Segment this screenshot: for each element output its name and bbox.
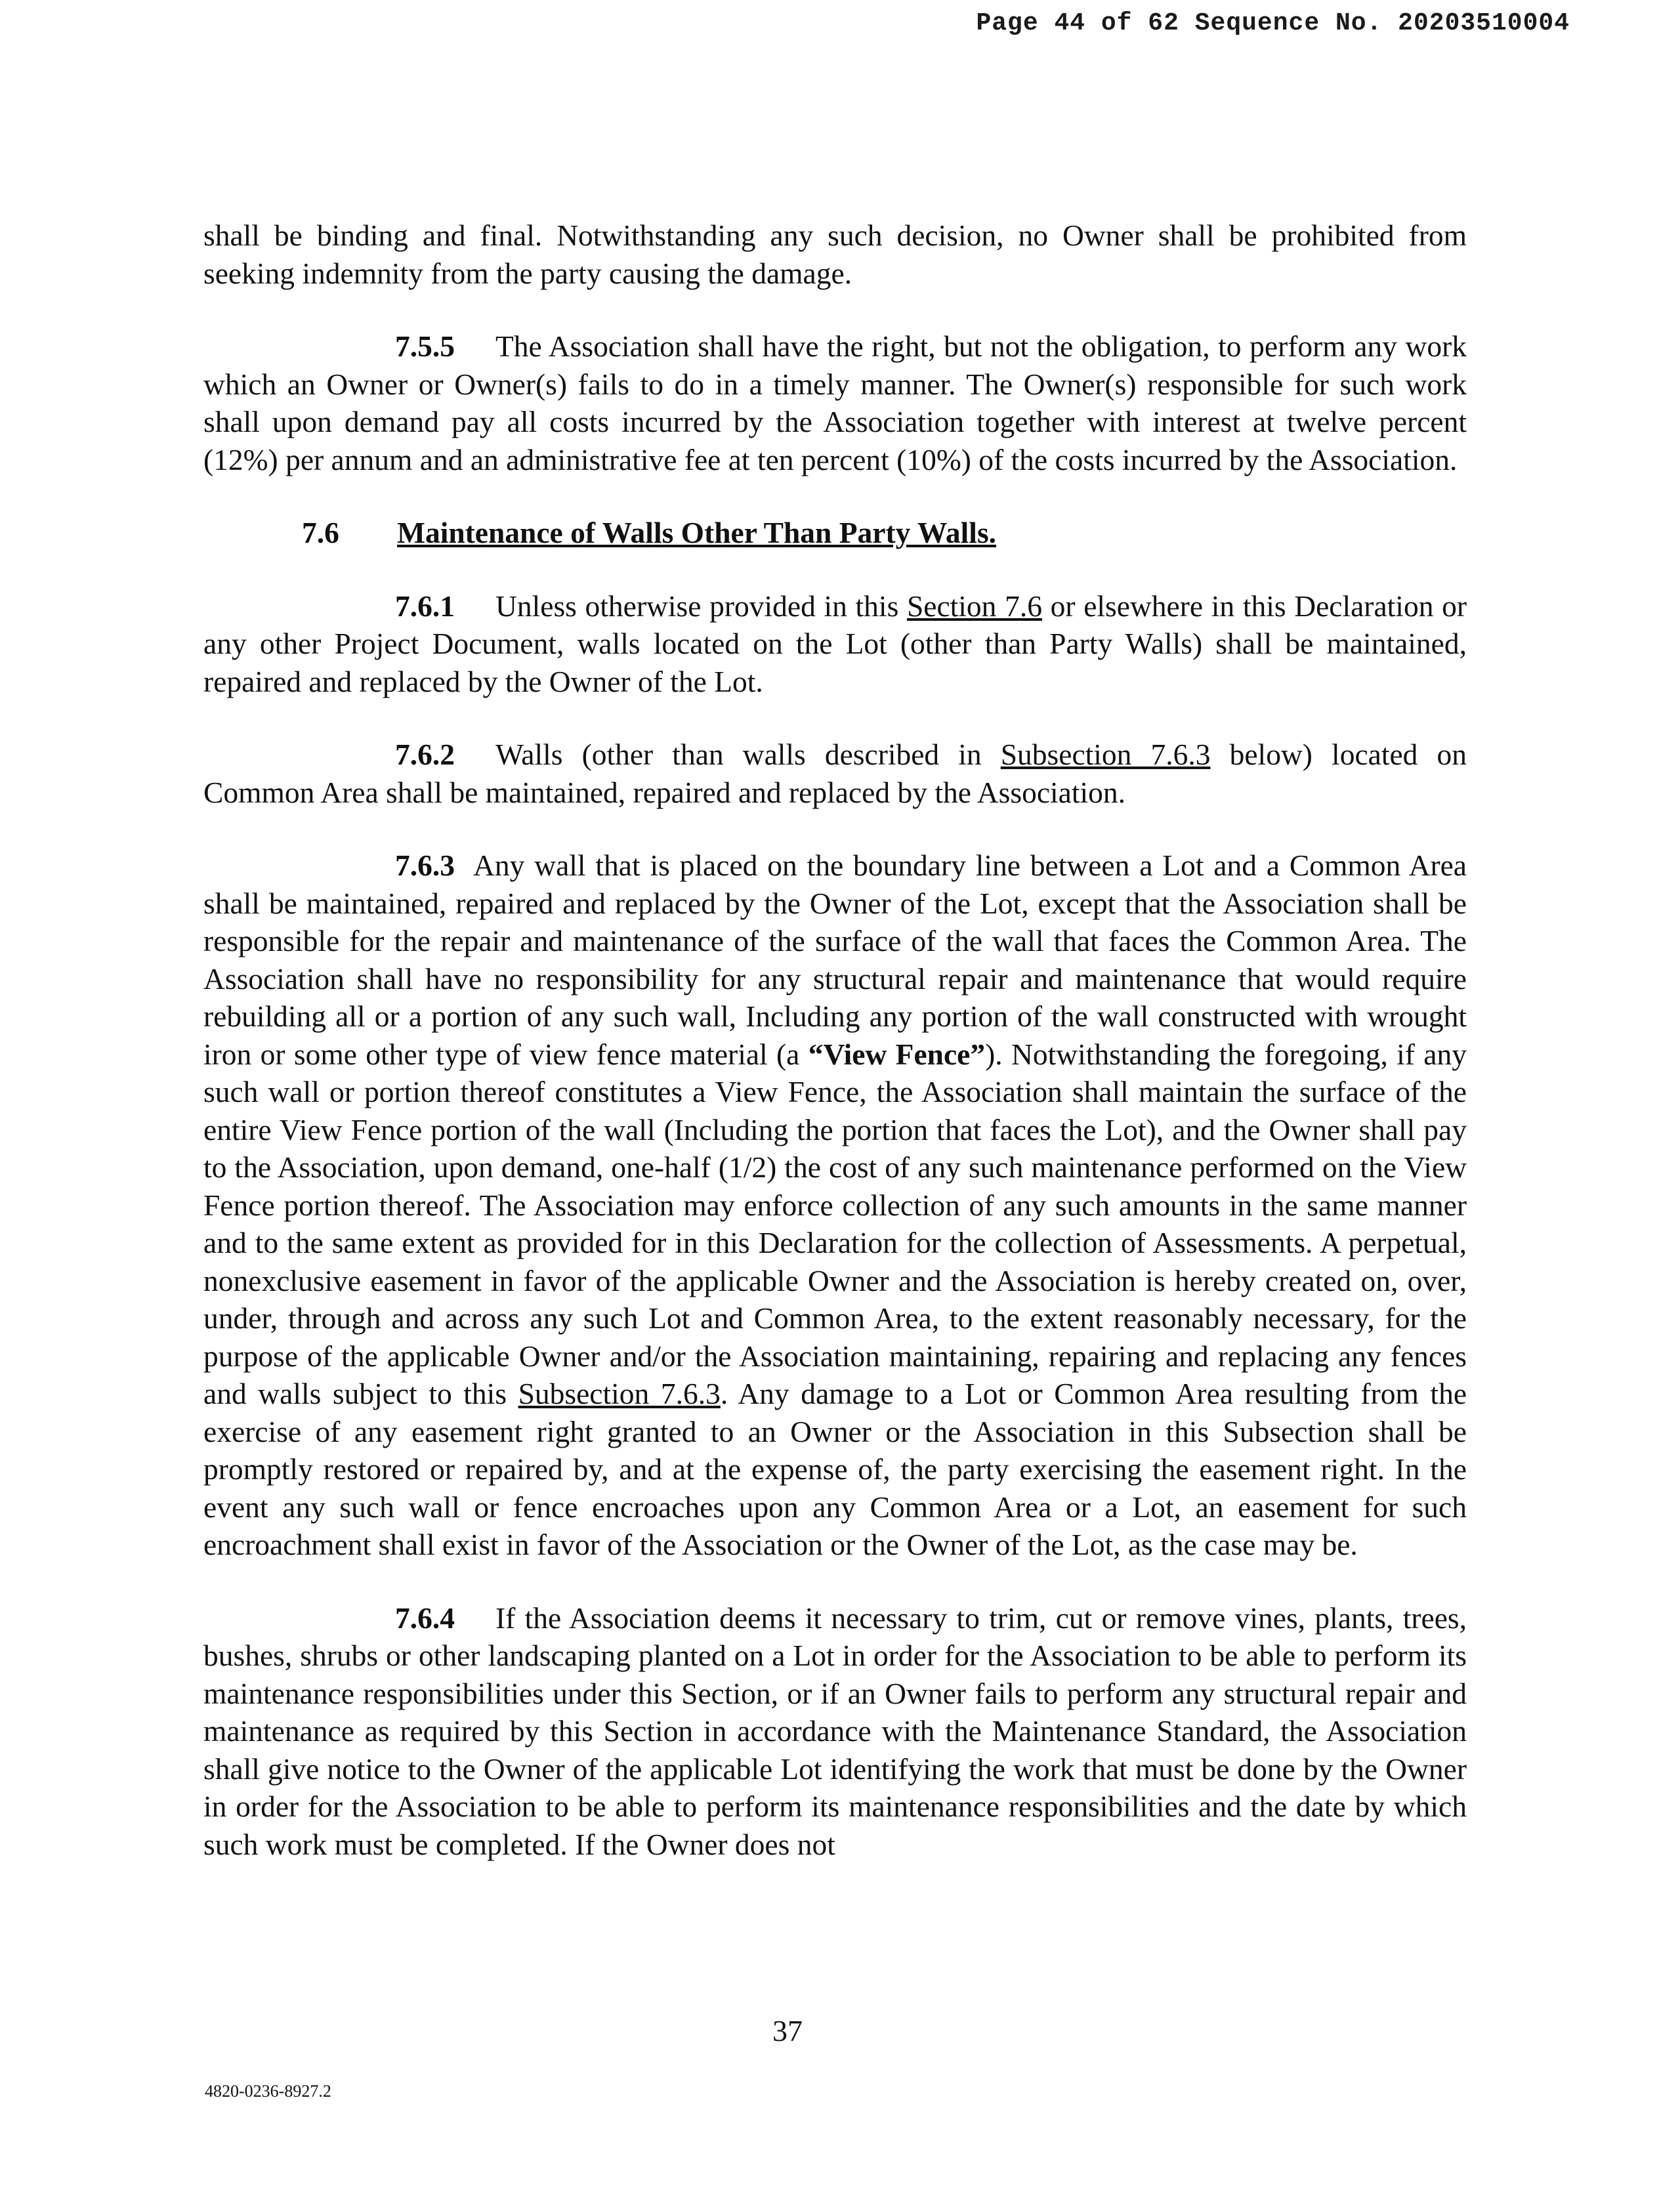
section-number: 7.6.2	[395, 738, 455, 771]
paragraph-text: Unless otherwise provided in this	[495, 589, 907, 623]
paragraph-7-6-2	[203, 736, 1467, 811]
paragraph-7-5-5	[203, 327, 1467, 478]
section-number: 7.6.3	[395, 849, 455, 882]
section-number: 7.6.4	[395, 1601, 455, 1635]
paragraph-text: below) located on Common Area shall be maintained, repaired and replaced by the Association.	[203, 738, 1467, 809]
paragraph-text: The Association shall have the right, but not the obligation, to perform any work which an Owner or Owner(s) fails to do in a timely manner. The Owner(s) responsible for such work shall upon demand pay all costs incurred by the Association together with interest at twelve percent (12%) per annum and an administrative fee at ten percent (10%) of the costs incurred by the Association.	[203, 329, 1467, 476]
paragraph-text: Walls (other than walls described in	[495, 738, 1001, 771]
paragraph-text: or elsewhere in this Declaration or any other Project Document, walls located on the Lot (other than Party Walls) shall be maintained, repaired and replaced by the Owner of the Lot.	[203, 589, 1467, 698]
paragraph-text: ). Notwithstanding the foregoing, if any such wall or portion thereof constitutes a View Fence, the Association shall maintain the surface of the entire View Fence portion of the wall (Including the portion that faces the Lot), and the Owner shall pay to the Association, upon demand, one-half (1/2) the cost of any such maintenance performed on the View Fence portion thereof. The Association may enforce collection of any such amounts in the same manner and to the same extent as provided for in this Declaration for the collection of Assessments. A perpetual, nonexclusive easement in favor of the applicable Owner and the Association is hereby created on, over, under, through and across any such Lot and Common Area, to the extent reasonably necessary, for the purpose of the applicable Owner and/or the Association maintaining, repairing and replacing any fences and walls subject to this	[203, 1037, 1467, 1410]
paragraph-text: Any wall that is placed on the boundary line between a Lot and a Common Area shall be maintained, repaired and replaced by the Owner of the Lot, except that the Association shall be responsible for the repair and maintenance of the surface of the wall that faces the Common Area. The Association shall have no responsibility for any structural repair and maintenance that would require rebuilding all or a portion of any such wall, Including any portion of the wall constructed with wrought iron or some other type of view fence material (a	[203, 849, 1467, 1071]
section-number: 7.6	[302, 516, 339, 549]
page-number: 37	[772, 2014, 803, 2048]
cross-reference-section-7-6: Section 7.6	[906, 589, 1042, 623]
cross-reference-subsection-7-6-3: Subsection 7.6.3	[518, 1377, 721, 1410]
cross-reference-subsection-7-6-3: Subsection 7.6.3	[1000, 738, 1211, 771]
sequence-stamp: Page 44 of 62 Sequence No. 20203510004	[976, 9, 1570, 37]
paragraph-carryover: shall be binding and final. Notwithstanding any such decision, no Owner shall be prohibited from seeking indemnity from the party causing the damage.	[203, 219, 1467, 290]
paragraph-text: If the Association deems it necessary to trim, cut or remove vines, plants, trees, bushes, shrubs or other landscaping planted on a Lot in order for the Association to be able to perform its maintenance responsibilities under this Section, or if an Owner fails to perform any structural repair and maintenance as required by this Section in accordance with the Maintenance Standard, the Association shall give notice to the Owner of the applicable Lot identifying the work that must be done by the Owner in order for the Association to be able to perform its maintenance responsibilities and the date by which such work must be completed. If the Owner does not	[203, 1601, 1467, 1861]
section-number: 7.5.5	[395, 329, 455, 363]
heading-7-6	[203, 514, 1467, 552]
document-id: 4820-0236-8927.2	[205, 2082, 331, 2101]
section-number: 7.6.1	[395, 589, 455, 623]
section-title: Maintenance of Walls Other Than Party Walls.	[397, 516, 997, 549]
paragraph-7-6-1	[203, 587, 1467, 701]
paragraph-7-6-3	[203, 847, 1467, 1564]
defined-term-view-fence: “View Fence”	[808, 1037, 986, 1071]
document-body	[203, 217, 1467, 1863]
paragraph-text: . Any damage to a Lot or Common Area resulting from the exercise of any easement right granted to an Owner or the Association in this Subsection shall be promptly restored or repaired by, and at the expense of, the party exercising the easement right. In the event any such wall or fence encroaches upon any Common Area or a Lot, an easement for such encroachment shall exist in favor of the Association or the Owner of the Lot, as the case may be.	[203, 1377, 1467, 1561]
paragraph-7-6-4	[203, 1599, 1467, 1864]
